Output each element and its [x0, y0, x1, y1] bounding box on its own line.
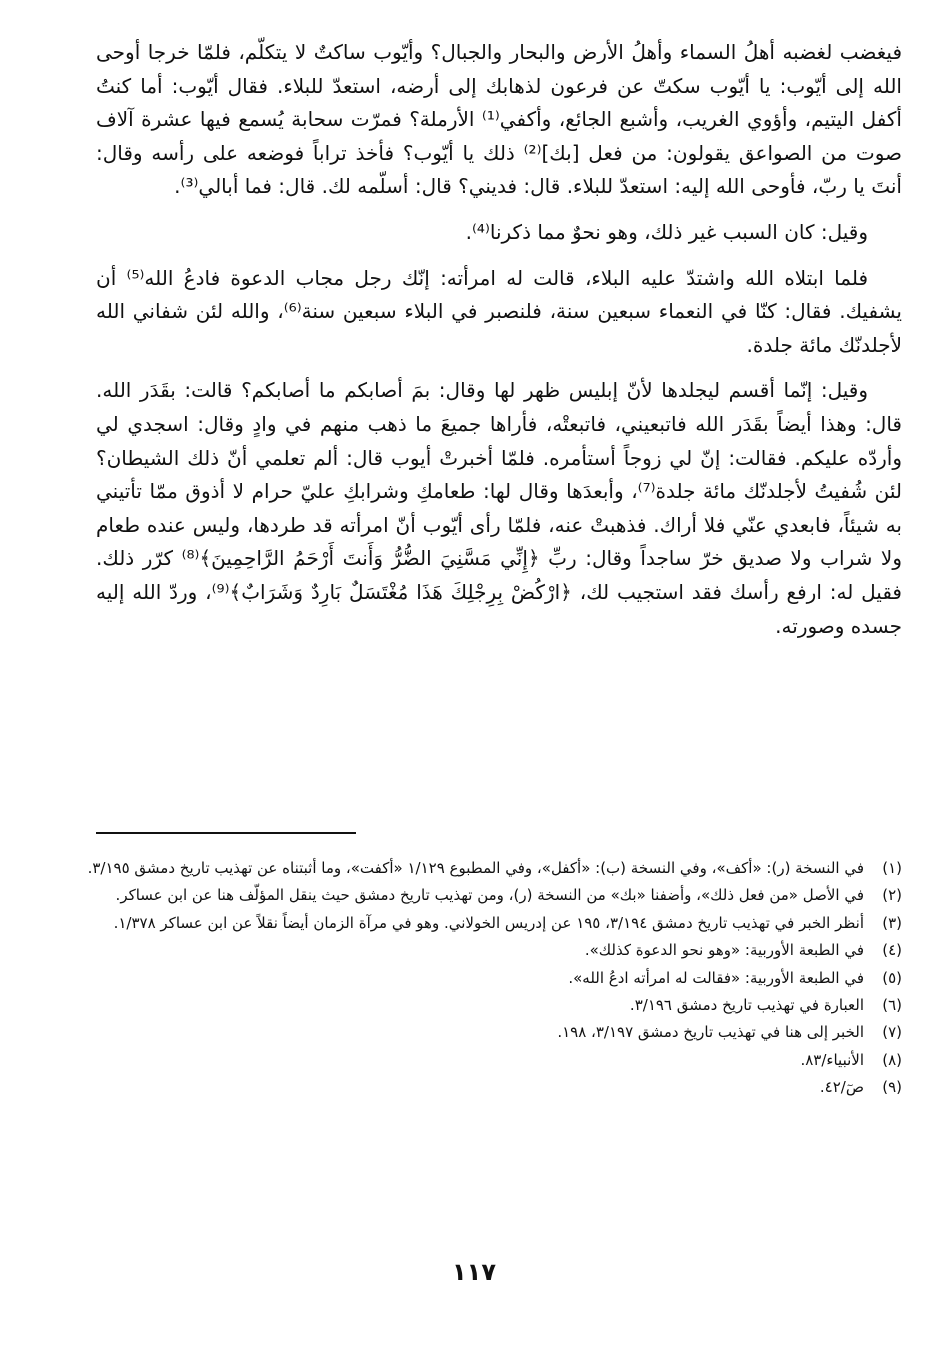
- footnote-separator: [96, 832, 356, 834]
- footnote: [46, 938, 902, 963]
- footnote-text: في الطبعة الأوربية: «فقالت له امرأته ادعُ الله».: [568, 968, 864, 987]
- paragraph-1: فيغضب لغضبه أهلُ السماء وأهلُ الأرض والبحار والجبال؟ وأيّوب ساكتٌ لا يتكلّم، فلمّا خرجا أوحى الله إلى أيّوب: يا أيّوب سكتّ عن فرعون لذهابك إلى أرضه، استعدّ للبلاء. فقال أيّوب: أما كنتُ أكفل اليتيم، وأؤوي الغريب، وأشبع الجائع، وأكفي⁽¹⁾ الأرملة؟ فمرّت سحابة يُسمع فيها عشرة آلاف صوت من الصواعق يقولون: من فعل [بك]⁽²⁾ ذلك يا أيّوب؟ فأخذ تراباً فوضعه على رأسه وقال: أنتَ يا ربّ، فأوحى الله إليه: استعدّ للبلاء. قال: فديني؟ قال: أسلّمه لك. قال: فما أبالي⁽³⁾.: [96, 40, 903, 199]
- footnote-text: العبارة في تهذيب تاريخ دمشق ٣/١٩٦.: [629, 996, 864, 1015]
- footnote-number: (٣): [882, 913, 902, 932]
- footnote-text: الأنبياء/٨٣.: [800, 1050, 864, 1069]
- footnote-text: في النسخة (ر): «أكف»، وفي النسخة (ب): «أكفل»، وفي المطبوع ١/١٢٩ «أكفت»، وما أثبتناه عن تهذيب تاريخ دمشق ٣/١٩٥.: [87, 859, 864, 877]
- footnote-text: في الطبعة الأوربية: «وهو نحو الدعوة كذلك».: [584, 941, 864, 960]
- footnotes: [46, 856, 902, 1103]
- footnote-number: (٩): [882, 1078, 902, 1097]
- footnote: [46, 993, 902, 1018]
- footnote: [46, 1020, 902, 1045]
- paragraph-4: وقيل: إنّما أقسم ليجلدها لأنّ إبليس ظهر لها وقال: بمَ أصابكم ما أصابكم؟ قالت: بقَدَر الله. قال: وهذا أيضاً بقَدَر الله فاتبعيني، فاتبعتْه، فأراها جميعَ ما ذهب منهم في وادٍ وقال: اسجدي لي وأردّه عليكم. فقالت: إنّ لي زوجاً أستأمره. فلمّا أخبرتْ أيوب قال: ألم تعلمي أنّ ذلك الشيطان؟ لئن شُفيتُ لأجلدنّك مائة جلدة⁽⁷⁾، وأبعدَها وقال لها: طعامكِ وشرابكِ عليّ حرام لا أذوق ممّا تأتيني به شيئاً، فابعدي عنّي فلا أراك. فذهبتْ عنه، فلمّا رأى أيّوب أنّ امرأته قد طردها، وليس عنده طعام ولا شراب ولا صديق خرّ ساجداً وقال: ربِّ ﴿إِنِّي مَسَّنِيَ الضُّرُّ وَأَنتَ أَرْحَمُ الرَّاحِمِينَ﴾⁽⁸⁾ كرّر ذلك. فقيل له: ارفع رأسك فقد استجيب لك، ﴿ارْكُضْ بِرِجْلِكَ هَذَا مُغْتَسَلٌ بَارِدٌ وَشَرَابٌ﴾⁽⁹⁾، وردّ الله إليه جسده وصورته.: [96, 378, 902, 638]
- footnote: [46, 1075, 902, 1100]
- footnote: [46, 883, 902, 908]
- paragraph-2: وقيل: كان السبب غير ذلك، وهو نحوٌ مما ذكرنا⁽⁴⁾.: [465, 219, 868, 244]
- page-number: ١١٧: [452, 1258, 496, 1286]
- footnote-text: أنظر الخبر في تهذيب تاريخ دمشق ٣/١٩٤، ١٩٥ عن إدريس الخولاني. وهو في مرآة الزمان أيضاً نقلاً عن ابن عساكر ١/٣٧٨.: [113, 913, 864, 932]
- footnote-number: (٨): [882, 1050, 902, 1069]
- footnote-number: (٦): [882, 996, 902, 1015]
- footnote-text: في الأصل «من فعل ذلك»، وأضفنا «بك» من النسخة (ر)، ومن تهذيب تاريخ دمشق حيث ينقل المؤلّف هنا عن ابن عساكر.: [115, 886, 864, 905]
- footnote: [46, 966, 902, 991]
- footnote-number: (١): [882, 859, 902, 877]
- footnote: [46, 856, 902, 881]
- paragraph-3: فلما ابتلاه الله واشتدّ عليه البلاء، قالت له امرأته: إنّك رجل مجاب الدعوة فادعُ الله⁽⁵⁾ أن يشفيك. فقال: كنّا في النعماء سبعين سنة، فلنصبر في البلاء سبعين سنة⁽⁶⁾، والله لئن شفاني الله لأجلدنّك مائة جلدة.: [96, 265, 902, 357]
- footnote-number: (٥): [882, 968, 902, 987]
- footnote: [46, 911, 902, 936]
- main-text-block: [96, 36, 902, 655]
- footnote-number: (٢): [882, 886, 902, 905]
- footnote-text: صٓ/٤٢.: [819, 1078, 864, 1097]
- footnote: [46, 1048, 902, 1073]
- footnote-number: (٤): [882, 941, 902, 960]
- footnote-text: الخبر إلى هنا في تهذيب تاريخ دمشق ٣/١٩٧، ١٩٨.: [557, 1023, 864, 1042]
- footnote-number: (٧): [882, 1023, 902, 1042]
